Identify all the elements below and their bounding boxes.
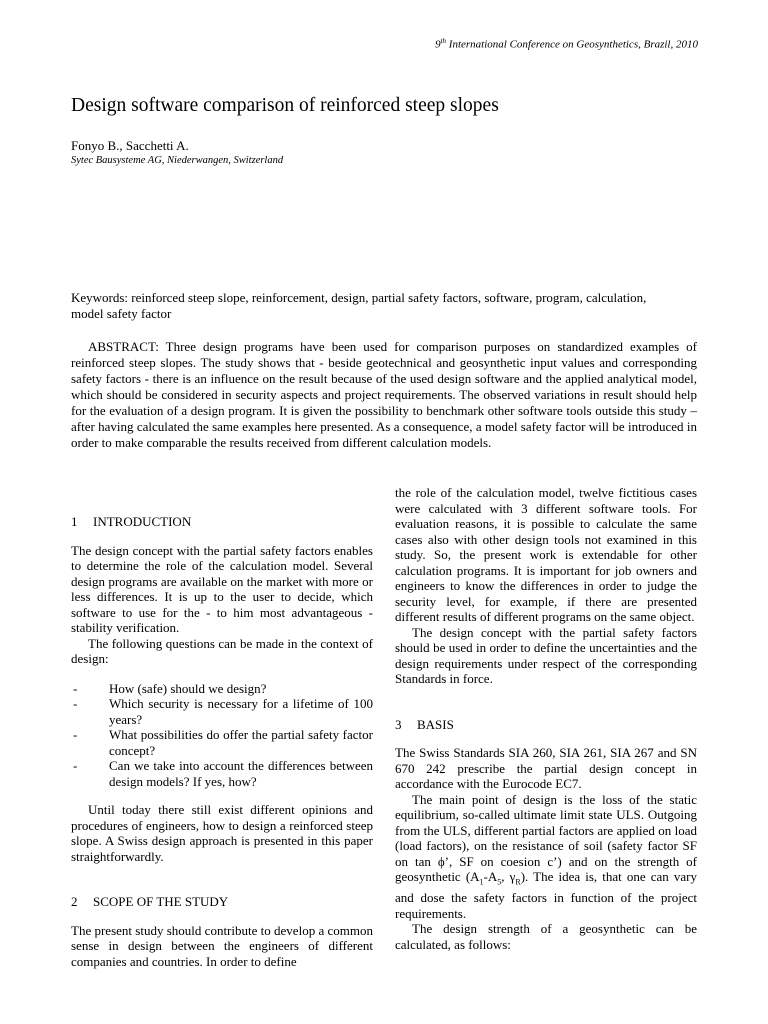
running-head-text: International Conference on Geosynthetics, Brazil, 2010 [446, 38, 698, 51]
paragraph: The design concept with the partial safety factors should be used in order to define the uncertainties and the design requirements under respect of the corresponding Standards in force. [395, 624, 697, 686]
authors: Fonyo B., Sacchetti A. [71, 138, 189, 153]
subscript: R [515, 877, 521, 887]
paper-title: Design software comparison of reinforced steep slopes [71, 95, 499, 116]
section-heading-scope [71, 894, 373, 910]
paragraph: The design strength of a geosynthetic can be calculated, as follows: [395, 921, 697, 952]
section-number: 2 [71, 894, 78, 909]
paragraph: The design concept with the partial safety factors enables to determine the role of the calculation model. Several design programs are available on the market with more or less differences. It is up to the user to decide, which software to use for the - to him most advantageous - stability verification. [71, 542, 373, 635]
keywords: Keywords: reinforced steep slope, reinforcement, design, partial safety factors, software, program, calculation, model safety factor [71, 290, 647, 321]
left-column [71, 485, 373, 969]
list-item-text: What possibilities do offer the partial safety factor concept? [109, 727, 373, 758]
list-item [71, 758, 373, 789]
subscript: 5 [497, 877, 502, 887]
section-heading-basis [395, 717, 697, 733]
section-title: SCOPE OF THE STUDY [93, 894, 229, 909]
section-number: 1 [71, 514, 78, 529]
dash-bullet: - [73, 680, 78, 696]
paragraph-text: , γ [501, 869, 516, 884]
paragraph: The following questions can be made in the context of design: [71, 635, 373, 666]
section-title: INTRODUCTION [93, 514, 192, 529]
question-list [71, 681, 373, 790]
running-head [435, 37, 698, 51]
paragraph: Until today there still exist different opinions and procedures of engineers, how to design a reinforced steep slope. A Swiss design approach is presented in this paper straightforwardly. [71, 802, 373, 864]
section-title: BASIS [417, 716, 454, 732]
list-item [71, 727, 373, 758]
paragraph-text: ). The idea is, that one can vary and dose the safety factors in function of the project requirements. [395, 869, 697, 921]
list-item-text: Which security is necessary for a lifetime of 100 years? [109, 696, 373, 727]
paragraph-text: -A [483, 869, 498, 884]
running-head-ordinal-suffix: th [440, 37, 447, 45]
paragraph: the role of the calculation model, twelve fictitious cases were calculated with 3 different software tools. For evaluation reasons, it is possible to calculate the same cases also with other design tools not examined in this study. So, the present work is extendable for other calculation programs. It is important for job owners and engineers to know the differences in order to judge the security level, for example, if there are presented different results of different programs on the same object. [395, 485, 697, 624]
paragraph [395, 792, 697, 922]
list-item [71, 696, 373, 727]
paragraph: The Swiss Standards SIA 260, SIA 261, SIA 267 and SN 670 242 prescribe the partial design concept in accordance with the Eurocode EC7. [395, 745, 697, 791]
affiliation: Sytec Bausysteme AG, Niederwangen, Switzerland [71, 155, 284, 166]
dash-bullet: - [73, 758, 78, 773]
list-item-text: How (safe) should we design? [109, 680, 267, 696]
right-column [395, 485, 697, 952]
running-head-ordinal: 9 [435, 38, 441, 51]
dash-bullet: - [73, 696, 78, 711]
list-item [71, 681, 373, 697]
section-number: 3 [395, 716, 402, 732]
section-heading-introduction [71, 514, 373, 530]
paragraph: The present study should contribute to develop a common sense in design between the engineers of different companies and countries. In order to define [71, 922, 373, 969]
subscript: 1 [479, 877, 484, 887]
abstract: ABSTRACT: Three design programs have been used for comparison purposes on standardized examples of reinforced steep slopes. The study shows that - beside geotechnical and geosynthetic input values and corresponding safety factors - there is an influence on the result because of the used design software and the applied analytical model, which should be considered in security aspects and project requirements. The observed variations in result should help for the evaluation of a design program. It is given the possibility to benchmark other software tools outside this study – after having calculated the same examples here presented. As a consequence, a model safety factor will be introduced in order to make comparable the results received from different calculation models. [71, 339, 697, 450]
dash-bullet: - [73, 727, 78, 742]
list-item-text: Can we take into account the differences between design models? If yes, how? [109, 758, 373, 789]
paragraph-text: The main point of design is the loss of the static equilibrium, so-called ultimate limit state ULS. Outgoing from the ULS, different partial factors are applied on load (load factors), on the resistance of soil (safety factor SF on tan ϕ’, SF on coesion c’) and on the strength of geosynthetic (A [395, 791, 697, 884]
